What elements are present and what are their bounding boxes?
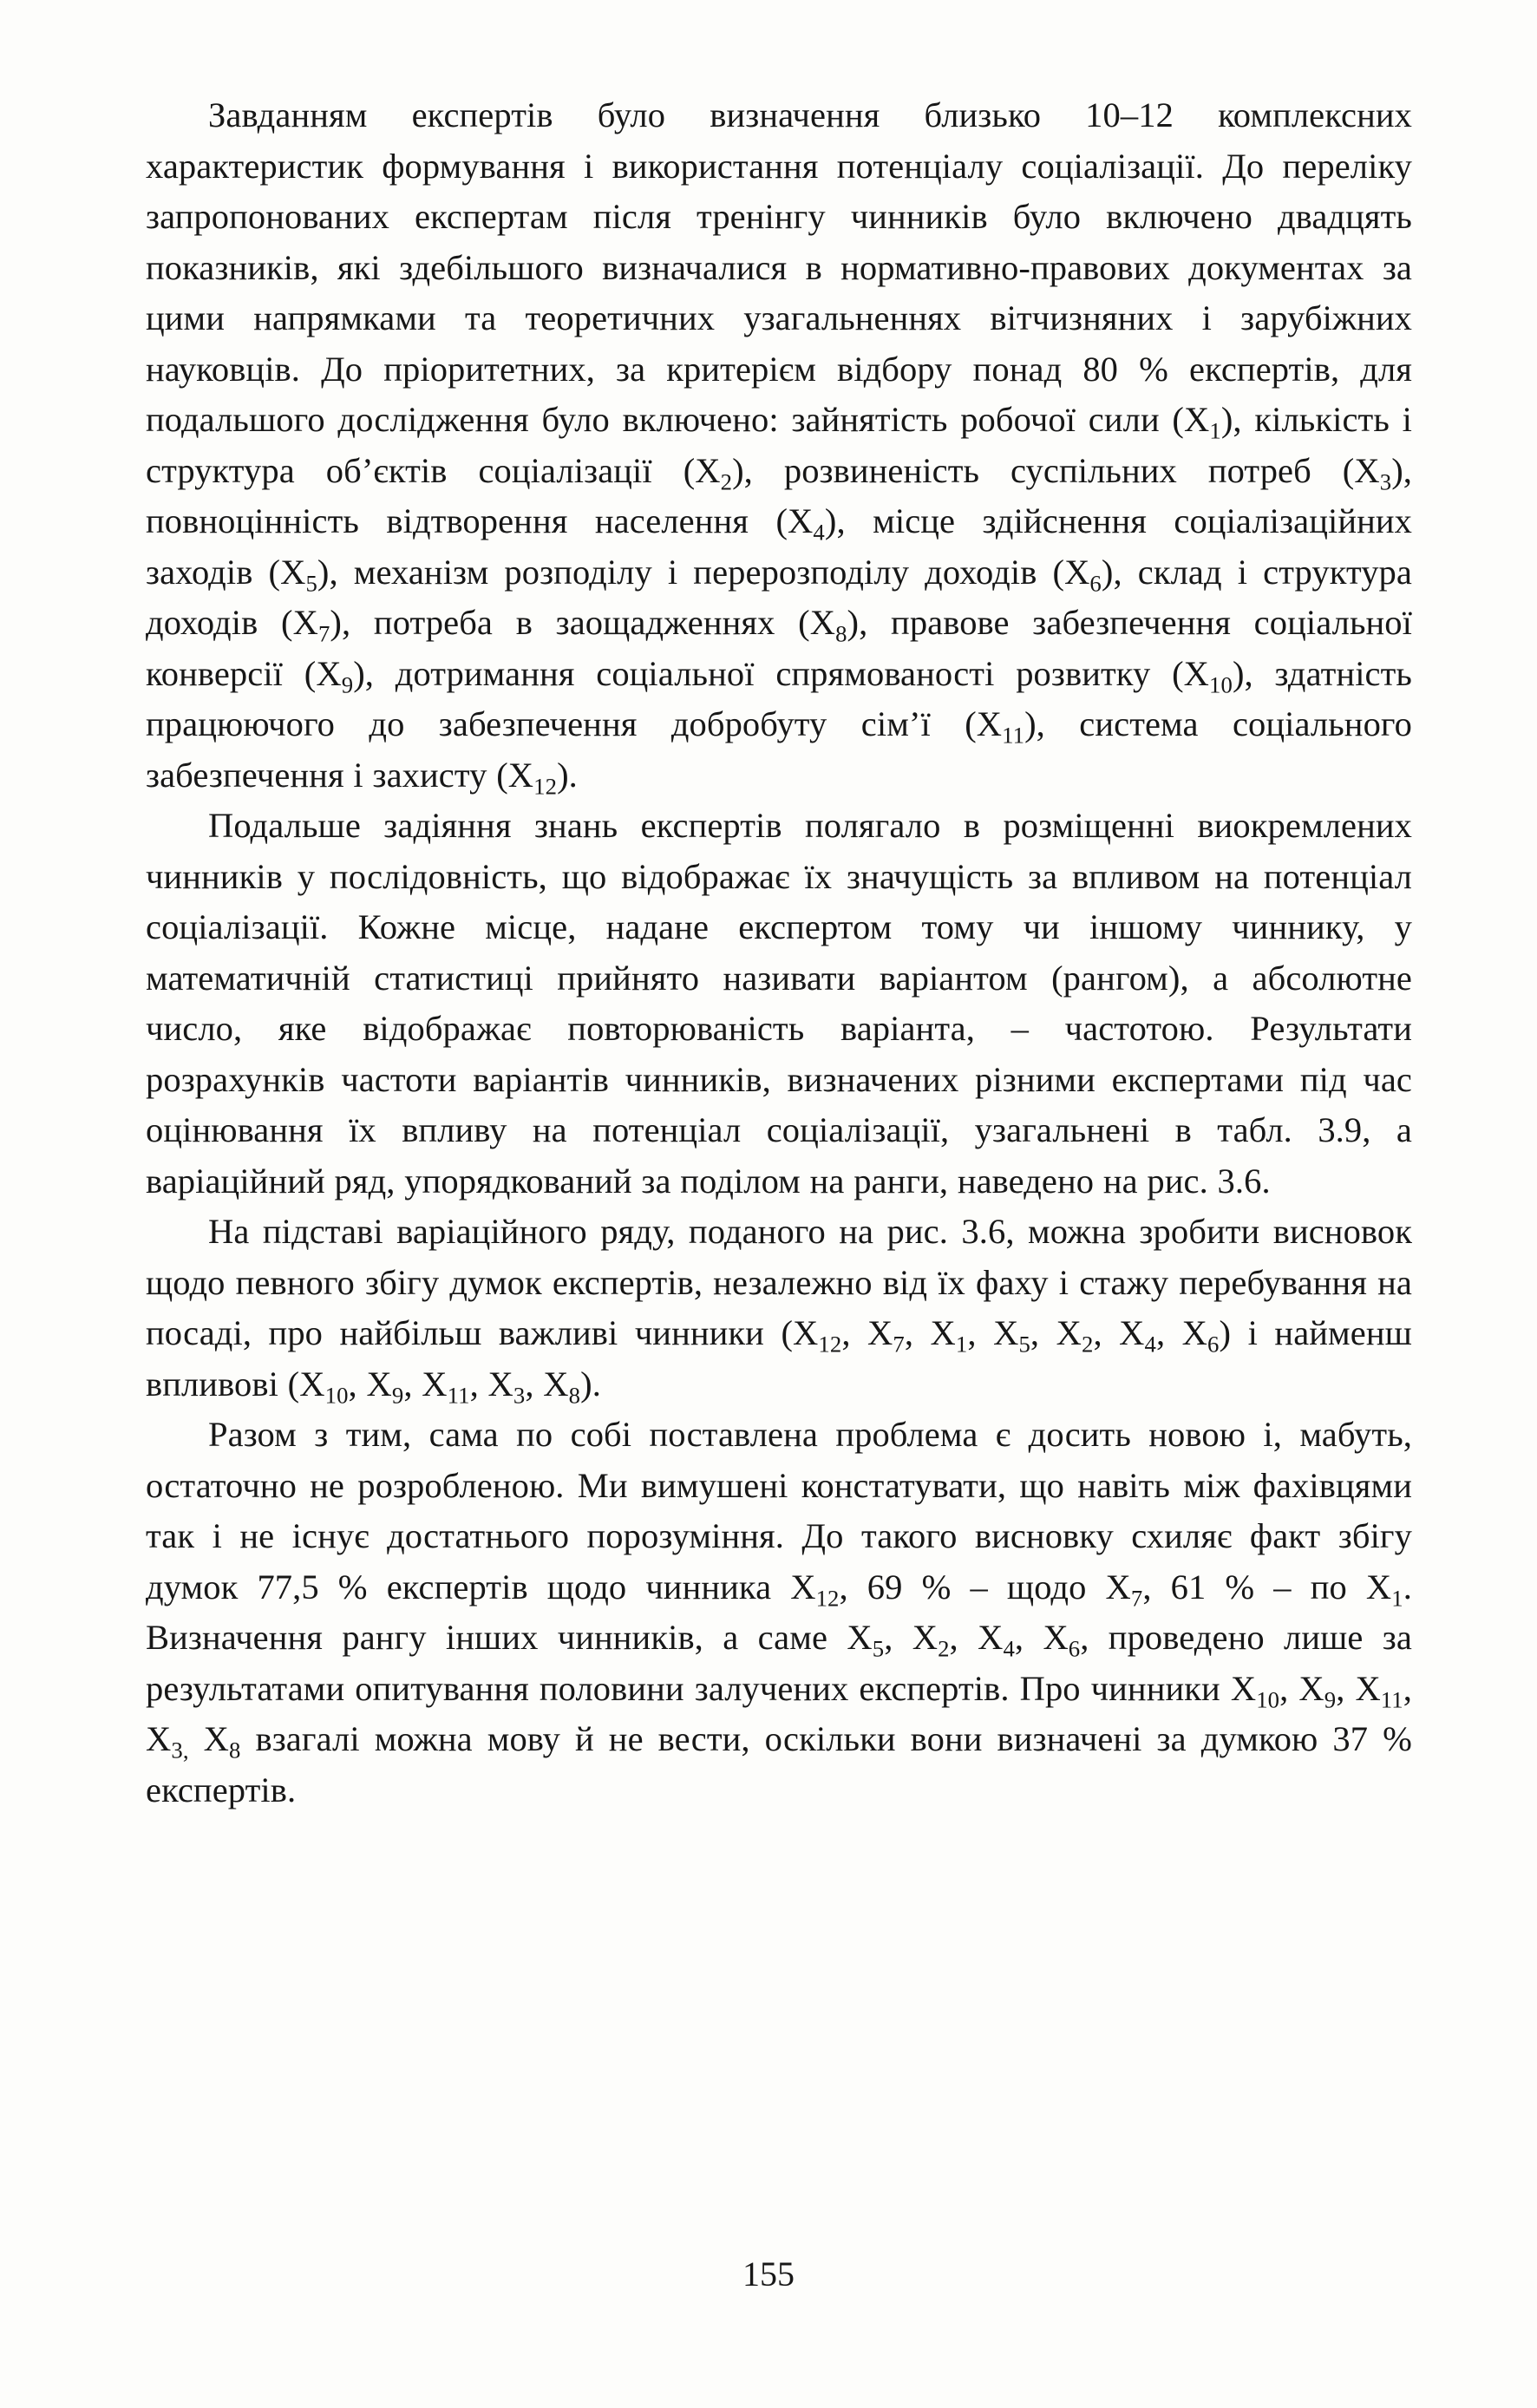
paragraph-3: На підставі варіаційного ряду, поданого на рис. 3.6, можна зробити висновок щодо певного збігу думок експертів, незалежно від їх фаху і стажу перебування на посаді, про найбільш важливі чинники ($X_{12}$, $X_7$, $X_1$, $X_5$, $X_2$, $X_4$, $X_6$) і найменш впливові ($X_{10}$, $X_9$, $X_{11}$, $X_3$, $X_8$).	[146, 1212, 1412, 1409]
paragraph-2: Подальше задіяння знань експертів полягало в розміщенні виокремлених чинників у послідовність, що відображає їх значущість за впливом на потенціал соціалізації. Кожне місце, надане експертом тому чи іншому чиннику, у математичній статистиці прийнято називати варіантом (рангом), а абсолютне число, яке відображає повторюваність варіанта, – частотою. Результати розрахунків частоти варіантів чинників, визначених різними експертами під час оцінювання їх впливу на потенціал соціалізації, узагальнені в табл. 3.9, а варіаційний ряд, упорядкований за поділом на ранги, наведено на рис. 3.6.	[146, 806, 1412, 1201]
page-number: 155	[742, 2254, 795, 2293]
body-text-column	[146, 90, 1412, 1816]
paragraph-4: Разом з тим, сама по собі поставлена проблема є досить новою і, мабуть, остаточно не розробленою. Ми вимушені констатувати, що навіть між фахівцями так і не існує достатнього порозуміння. До такого висновку схиляє факт збігу думок 77,5 % експертів щодо чинника $X_{12}$, 69 % – щодо $X_7$, 61 % – по $X_1$. Визначення рангу інших чинників, а саме $X_5$, $X_2$, $X_4$, $X_6$, проведено лише за результатами опитування половини залучених експертів. Про чинники $X_{10}$, $X_9$, $X_{11}$, $X_{3,}$ $X_8$ взагалі можна мову й не вести, оскільки вони визначені за думкою 37 % експертів.	[146, 1415, 1412, 1809]
paragraph-1: Завданням експертів було визначення близько 10–12 комплексних характеристик формування і використання потенціалу соціалізації. До переліку запропонованих експертам після тренінгу чинників було включено двадцять показників, які здебільшого визначалися в нормативно-правових документах за цими напрямками та теоретичних узагальненнях вітчизняних і зарубіжних науковців. До пріоритетних, за критерієм відбору понад 80 % експертів, для подальшого дослідження було включено: зайнятість робочої сили $(X_1)$, кількість і структура об’єктів соціалізації $(X_2)$, розвиненість суспільних потреб $(X_3)$, повноцінність відтворення населення $(X_4)$, місце здійснення соціалізаційних заходів $(X_5)$, механізм розподілу і перерозподілу доходів $(X_6)$, склад і структура доходів $(X_7)$, потреба в заощадженнях $(X_8)$, правове забезпечення соціальної конверсії $(X_9)$, дотримання соціальної спрямованості розвитку $(X_{10})$, здатність працюючого до забезпечення добробуту сім’ї $(X_{11})$, система соціального забезпечення і захисту $(X_{12})$.	[146, 95, 1412, 800]
